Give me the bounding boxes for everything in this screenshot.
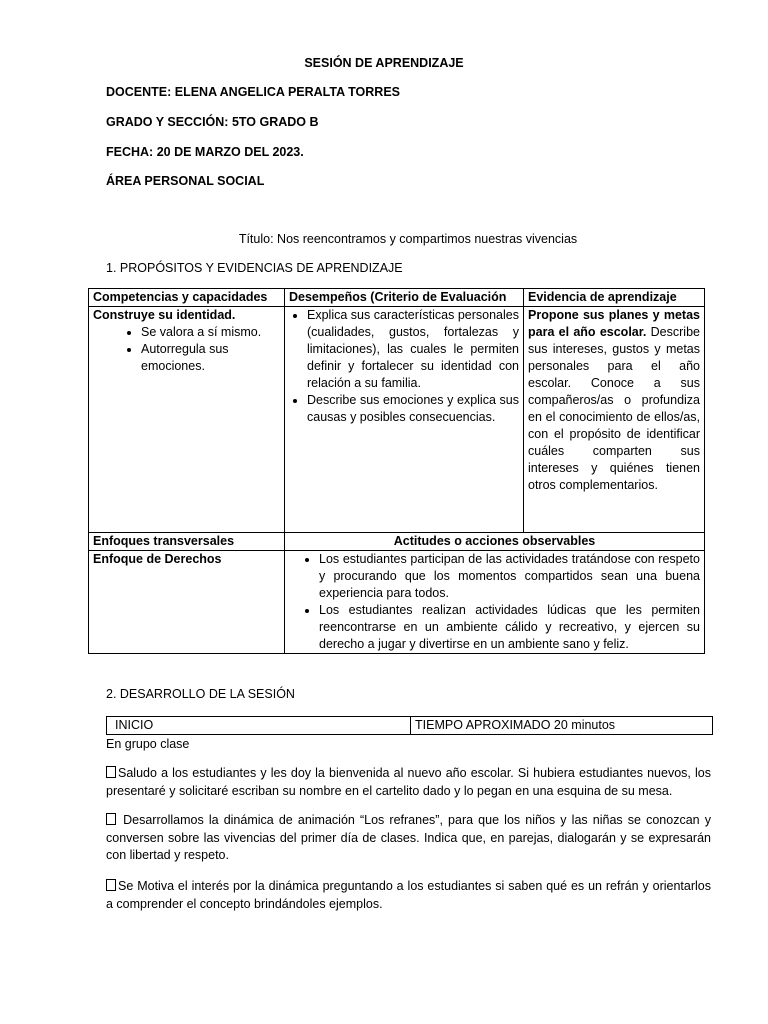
table-row [107, 717, 713, 735]
placeholder-glyph-icon [106, 766, 116, 778]
table-header-row [89, 289, 705, 307]
fecha-line: FECHA: 20 DE MARZO DEL 2023. [106, 145, 304, 159]
paragraph-text: Desarrollamos la dinámica de animación “Los refranes”, para que los niños y las niñas se conozcan y conversen sobre las vivencias del primer día de clases. Indica que, en parejas, dialogarán y se expresarán con libertad y respeto. [106, 813, 711, 862]
col-header-competencias: Competencias y capacidades [89, 289, 285, 307]
grupo-clase: En grupo clase [106, 737, 190, 751]
evidencia-cell [524, 307, 705, 533]
enfoque-cell: Enfoque de Derechos [89, 551, 285, 654]
competencias-cell [89, 307, 285, 533]
table-header-row [89, 533, 705, 551]
tiempo-cell: TIEMPO APROXIMADO 20 minutos [411, 717, 713, 735]
inicio-cell: INICIO [107, 717, 411, 735]
grado-line: GRADO Y SECCIÓN: 5TO GRADO B [106, 115, 319, 129]
list-item: • Describe sus emociones y explica sus causas y posibles consecuencias. [307, 392, 519, 426]
inicio-table [106, 716, 713, 735]
competencia-text: Construye su identidad. [93, 308, 236, 322]
table-row [89, 551, 705, 654]
list-item: • Se valora a sí mismo. [141, 324, 280, 341]
list-item: • Explica sus características personales (cualidades, gustos, fortalezas y limitaciones), las cuales le permiten definir y fortalecer su identidad con relación a su familia. [307, 307, 519, 392]
list-item: • Los estudiantes participan de las actividades tratándose con respeto y procurando que los momentos compartidos sean una buena experiencia para todos. [319, 551, 700, 602]
purposes-table [88, 288, 705, 654]
placeholder-glyph-icon [106, 813, 116, 825]
actitudes-list [289, 551, 700, 653]
paragraph-1 [106, 765, 711, 800]
evidencia-text: Describe sus intereses, gustos y metas personales para el año escolar. Conoce a sus compañeros/as o profundiza en el conocimiento de ellos/as, con el propósito de identificar cuáles comparten sus intereses y quiénes tienen otros complementarios. [528, 325, 700, 492]
docente-line: DOCENTE: ELENA ANGELICA PERALTA TORRES [106, 85, 400, 99]
session-title: Título: Nos reencontramos y compartimos nuestras vivencias [238, 232, 578, 246]
placeholder-glyph-icon [106, 879, 116, 891]
capacidades-list [93, 324, 280, 375]
actitudes-cell [285, 551, 705, 654]
actitudes-header: Actitudes o acciones observables [285, 533, 705, 551]
page-title: SESIÓN DE APRENDIZAJE [304, 56, 464, 70]
table-row [89, 307, 705, 533]
desempenos-list [289, 307, 519, 426]
area-line: ÁREA PERSONAL SOCIAL [106, 174, 265, 188]
col-header-evidencia: Evidencia de aprendizaje [524, 289, 705, 307]
list-item: • Autorregula sus emociones. [141, 341, 280, 375]
paragraph-3 [106, 878, 711, 913]
paragraph-text: Saludo a los estudiantes y les doy la bienvenida al nuevo año escolar. Si hubiera estudiantes nuevos, los presentaré y solicitaré escriban su nombre en el cartelito dado y lo pegan en una esquina de su mesa. [106, 766, 711, 798]
paragraph-text: Se Motiva el interés por la dinámica preguntando a los estudiantes si saben qué es un refrán y orientarlos a comprender el concepto brindándoles ejemplos. [106, 879, 711, 911]
enfoques-header: Enfoques transversales [89, 533, 285, 551]
col-header-desempenos: Desempeños (Criterio de Evaluación [285, 289, 524, 307]
list-item: • Los estudiantes realizan actividades lúdicas que les permiten reencontrarse en un ambiente cálido y recreativo, y ejercen su derecho a jugar y divertirse en un ambiente sano y feliz. [319, 602, 700, 653]
evidencia-bold: Propone sus planes y metas para el año escolar. [528, 308, 700, 339]
section2-heading: 2. DESARROLLO DE LA SESIÓN [106, 687, 295, 701]
paragraph-2 [106, 812, 711, 865]
desempenos-cell [285, 307, 524, 533]
section1-heading: 1. PROPÓSITOS Y EVIDENCIAS DE APRENDIZAJE [106, 261, 403, 275]
